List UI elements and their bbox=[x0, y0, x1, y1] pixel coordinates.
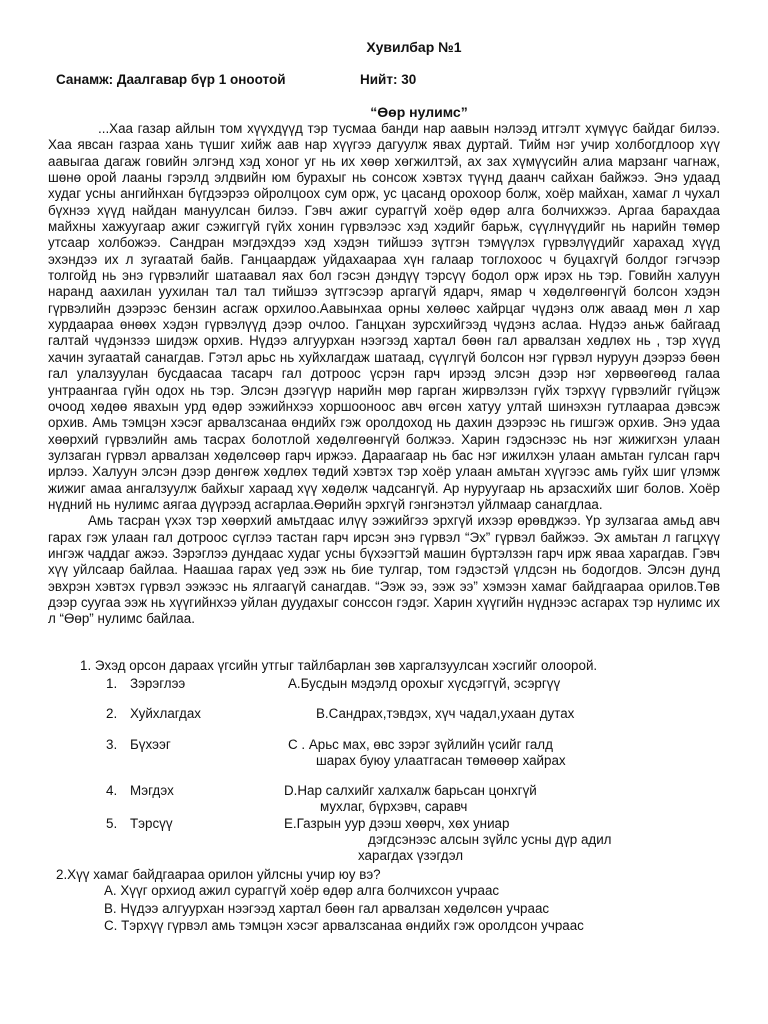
match-definition-c-line-1: C . Арьс мах, өвс зэрэг зүйлийн үсийг галд bbox=[288, 737, 553, 752]
variant-title: Хувилбар №1 bbox=[366, 39, 462, 55]
item-number: 3. bbox=[106, 737, 118, 752]
story-title: “Өөр нулимс” bbox=[370, 104, 468, 120]
instruction-note: Санамж: Даалгавар бүр 1 оноотой bbox=[56, 72, 286, 87]
match-definition-e-line-2: дэгдсэнээс алсын зүйлс усны дүр адил bbox=[368, 832, 612, 847]
match-definition-e-line-3: харагдах үзэгдэл bbox=[358, 848, 464, 863]
meta-line bbox=[56, 72, 417, 87]
match-definition-d-line-1: D.Нар салхийг халхалж барьсан цонхгүй bbox=[284, 783, 537, 798]
item-number: 1. bbox=[106, 676, 118, 691]
question-2-option-b: В. Нүдээ алгуурхан нээгээд хартал бөөн гал арвалзан хөдөлсөн учраас bbox=[104, 901, 550, 916]
match-definition-c-line-2: шарах буюу улаатгасан төмөөөр хайрах bbox=[316, 753, 566, 768]
question-2-option-a: А. Хүүг орхиод ажил сураггүй хоёр өдөр алга болчихсон учраас bbox=[104, 883, 500, 898]
question-2-prompt: 2.Хүү хамаг байдгаараа орилон уйлсны учир юу вэ? bbox=[56, 867, 381, 882]
match-definition-a bbox=[288, 676, 560, 692]
definition-line: B.Сандрах,тэвдэх, хүч чадал,ухаан дутах bbox=[316, 706, 575, 721]
story-text bbox=[48, 121, 720, 628]
match-definition-b bbox=[316, 706, 574, 722]
story-paragraph-1: ...Хаа газар айлын том хүүхдүүд тэр тусмаа банди нар аавын нэлээд итгэлт хүмүүс байдаг билээ. Хаа явсан газраа хань түшиг хийж аав нар хүүгээ дагуулж явах дуртай. Тийм нэг учир холбогдлоор хүү аавыгаа дагаж говийн элгэнд хэд хоног уг нь их хөөр хөгжилтэй, ах зах хүмүүсийн алиа марзанг чагнаж, шөнө орой лааны гэрэлд элдвийн юм бурахыг нь сонсож хэвтэх түүнд даанч сайхан байжээ. Энэ удаад худаг усны ангийнхан бүгдээрээ ойролцоох сум орж, ус цасанд орохоор болж, хоёр майхан, хамаг л чухал бүхнээ хүүд найдан мануулсан билээ. Гэвч ажиг сурaггүй хоёр өдөр алга болчихжээ. Аргаа барахдаа майхны хажуугаар ажиг сэжиггүй гүйх хонин гүрвэлээс хэд хэдийг барьж, сүүлнүүдийг нь нарийн төмөр утсаар холбожээ. Сандран мэгдэхдээ хэд хэдэн тийшээ зүтгэн тэмүүлэх гүрвэлүүдийг харахад хүүд эхэндээ их л зугаатай байв. Ганцаардаж уйдахаараа хүн галаар тоглохоос ч буцахгүй болдог гэгчээр толгойд нь энэ гүрвэлийг шатаавал яах бол гэсэн дэндүү тэрсүү бодол орж ирэх нь тэр. Говийн халуун наранд аахилан уухилан тал тал тийшээ зүтгэсээр аргагүй ядарч, ямар ч хөдөлгөөнгүй болсон хэдэн гүрвэлийн дээрээс бензин асгаж орхилоо.Аавынхаа орны хөлөөс хайрцаг чүдэнз олж аваад мөн л хар хурдаараа өнөөх хэдэн гүрвэлүүд дээр очлоо. Ганцхан зурсхийгээд чүдэнз аслаа. Нүдээ аньж байгаад галтай чүдэнзээ шидэж орхив. Нүдээ алгуурхан нээгээд хартал бөөн гал арвалзан хөдлөх нь , тэр хүүд хачин зугаатай санагдав. Гэтэл арьс нь хуйхлагдаж шатаад, сүүлгүй болсон нэг гүрвэл нуруун дээрээ бөөн гал улалзуулан бусдаасаа тасарч гал дотроос үсрэн гарч ирээд элсэн дээр нэг хөрвөөгөөд галаа унтраангаа гүйн одох нь тэр. Элсэн дээгүүр нарийн мөр гарган жирвэлзэн гүйх тэрхүү гүрвэлийг гүйцэж очоод хөдөө явахын урд өдөр ээжийнхээ хоршооноос авч өгсөн хатуу ултай шинэхэн гутлаараа дэвсэж орхив. Амь тэмцэн хэсэг арвалзсанаа өндийх гэж оролдоход нь дахин дээрээс нь гишгэж орхив. Энэ удаа хөөрхий гүрвэлийн амь тасрах болотлой хөдөлгөөнгүй болжээ. Харин гэдэснээс нь нэг жижигхэн улаан зулзаган гүрвэл арвалзан хөдөлсөөр гарч иржээ. Дараагаар нь бас нэг ижилхэн улаан амьтан гулсан гарч ирлээ. Халуун элсэн дээр дөнгөж хөдлөх төдий хэвтэх тэр хоёр улаан амьтан хүүгээс амь гуйх шиг үлэмж жижиг амаа ангалзуулж байхыг хараад хүү хөдөлж чадсангүй. Ар нуруугаар нь арзасхийх шиг болов. Хоёр нүдний нь нулимс аягаа дүүрээд асгарлаа.Өөрийн эрхгүй гэнгэнэтэл уйлмаар санагдлаа. bbox=[48, 121, 720, 512]
item-term: Бүхээг bbox=[130, 737, 171, 752]
total-score: Нийт: 30 bbox=[360, 72, 417, 87]
question-1-prompt: 1. Эхэд орсон дараах үгсийн утгыг тайлбарлан зөв харгалзуулсан хэсгийг олоорой. bbox=[80, 658, 598, 673]
item-number: 5. bbox=[106, 816, 118, 831]
match-definition-d-line-2: мухлаг, бүрхэвч, саравч bbox=[320, 799, 468, 814]
item-number: 2. bbox=[106, 706, 118, 721]
item-term: Тэрсүү bbox=[130, 816, 173, 831]
item-term: Хуйхлагдах bbox=[130, 706, 202, 721]
story-paragraph-2: Амь тасран үхэх тэр хөөрхий амьтдаас илүү ээжийгээ эрхгүй ихээр өрөвджээ. Үр зулзагаа амьд авч гарах гэж улаан гал дотроос сүглээ тастан гарч ирсэн энэ гүрвэл “Эх” гүрвэл байжээ. Эх амьтан л гагцхүү ингэж чаддаг ажээ. Зэрэглээ дундаас худаг усны бүхээгтэй машин бүртэлзэн гарч ирж яваа харагдав. Гэвч хүү уйлсаар байлаа. Наашаа гарах үед ээж нь бие тулгар, том гэдэстэй үлдсэн нь бодогдов. Элсэн дунд эвхрэн хэвтэх гүрвэл ээжээс нь ялгаагүй санагдав. “Ээж ээ, ээж ээ” хэмээн хамаг байдгаараа орилов.Төв дээр суугаа ээж нь хүүгийнхээ уйлан дуудахыг сонссон гэдэг. Харин хүүгийн нүднээс асгарах тэр нулимс их л “Өөр” нулимс байлаа. bbox=[48, 513, 720, 627]
item-term: Зэрэглээ bbox=[130, 676, 186, 691]
definition-line: A.Бусдын мэдэлд орохыг хүсдэггүй, эсэргүү bbox=[288, 676, 561, 691]
item-term: Мэгдэх bbox=[130, 783, 174, 798]
question-2-option-c: С. Тэрхүү гүрвэл амь тэмцэн хэсэг арвалзсанаа өндийх гэж оролдсон учраас bbox=[104, 918, 584, 933]
item-number: 4. bbox=[106, 783, 118, 798]
match-definition-e-line-1: E.Газрын уур дээш хөөрч, хөх униар bbox=[284, 816, 510, 831]
